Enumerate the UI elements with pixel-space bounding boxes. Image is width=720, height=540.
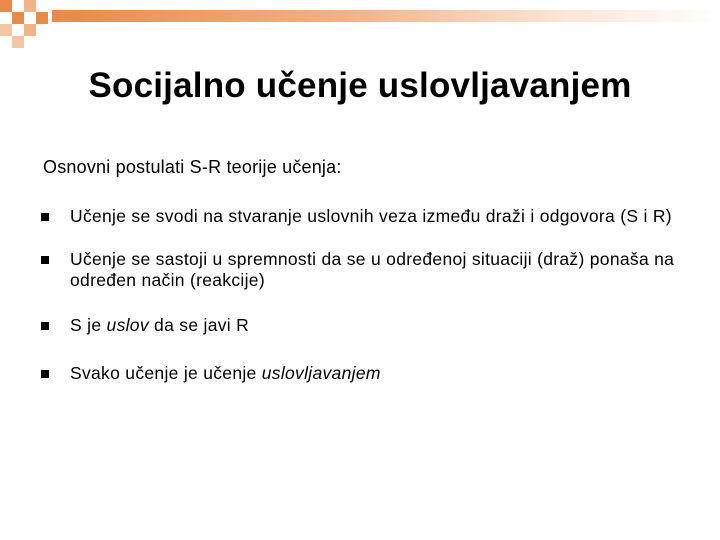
list-item (40, 249, 700, 291)
bullet-text: Učenje se sastoji u spremnosti da se u određenoj situaciji (draž) ponaša na određen način (reakcije) (70, 249, 675, 290)
bullet-text-pre: Svako učenje je učenje (70, 363, 262, 383)
square-bullet-icon (41, 370, 49, 378)
list-item (40, 363, 700, 384)
corner-checker-decoration (0, 0, 60, 48)
square-bullet-icon (41, 322, 49, 330)
header-gradient-bar (52, 10, 720, 22)
list-item (40, 315, 700, 336)
bullet-text-pre: S je (70, 315, 107, 335)
bullet-text-post: da se javi R (148, 315, 250, 335)
bullet-text: Učenje se svodi na stvaranje uslovnih veza između draži i odgovora (S i R) (70, 206, 672, 226)
list-item (40, 206, 700, 227)
bullet-text-emphasis: uslovljavanjem (261, 363, 381, 383)
square-bullet-icon (41, 213, 49, 221)
bullet-list (40, 206, 700, 384)
square-bullet-icon (41, 256, 49, 264)
slide-subtitle: Osnovni postulati S-R teorije učenja: (43, 157, 342, 177)
slide-title: Socijalno učenje uslovljavanjem (88, 66, 632, 105)
bullet-text-emphasis: uslov (106, 315, 149, 335)
